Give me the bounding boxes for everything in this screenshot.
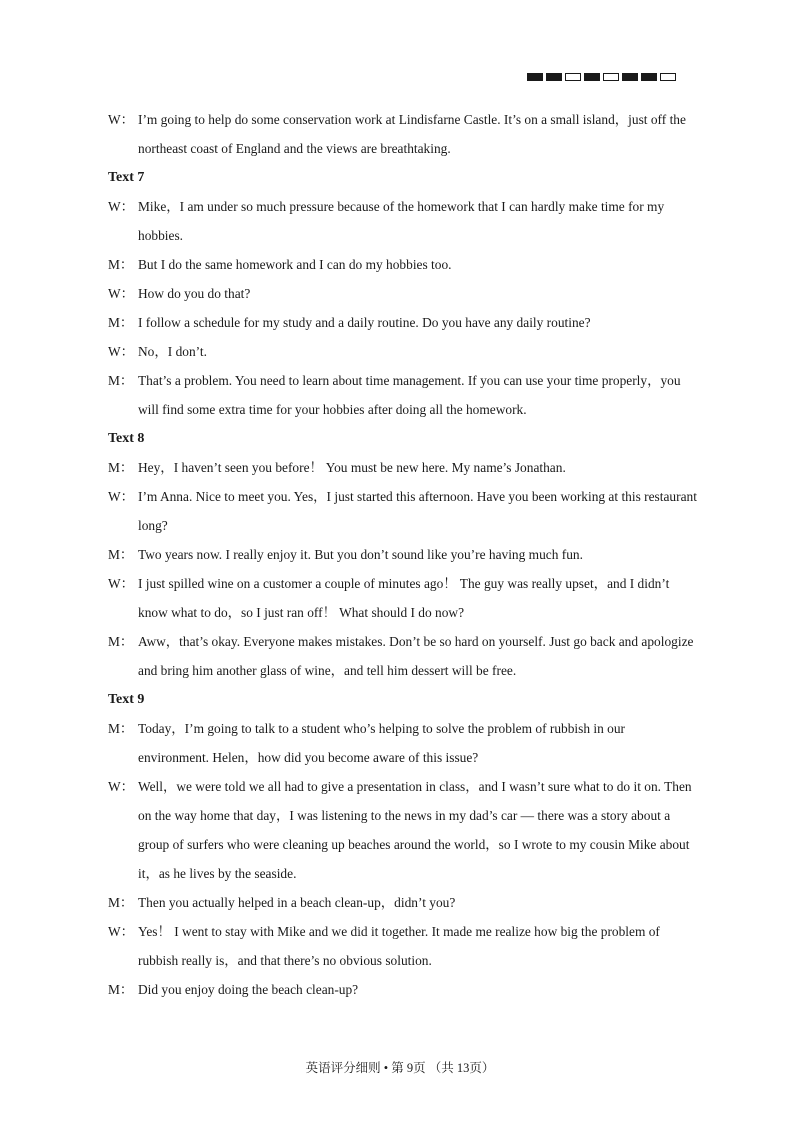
page-footer: 英语评分细则 • 第 9页 （共 13页）: [305, 1061, 495, 1075]
dialogue-text: How do you do that?: [138, 286, 251, 301]
header-mark: [660, 73, 676, 81]
header-mark: [641, 73, 657, 81]
speaker-label: M：: [108, 721, 134, 736]
dialogue-text: I’m Anna. Nice to meet you. Yes，I just started this afternoon. Have you been working at this restaurant long?: [138, 489, 697, 533]
section-title: Text 8: [108, 431, 145, 446]
speaker-label: W：: [108, 576, 135, 591]
dialogue-line: [108, 540, 698, 569]
speaker-label: M：: [108, 547, 134, 562]
speaker-label: W：: [108, 344, 135, 359]
section-title: Text 7: [108, 170, 145, 185]
speaker-label: M：: [108, 315, 134, 330]
dialogue-line: [108, 192, 698, 250]
header-mark: [603, 73, 619, 81]
speaker-label: W：: [108, 112, 135, 127]
dialogue-text: I just spilled wine on a customer a couple of minutes ago！ The guy was really upset，and I didn’t know what to do，so I just ran off！ What should I do now?: [138, 576, 670, 620]
dialogue-line: [108, 569, 698, 627]
dialogue-line: [108, 482, 698, 540]
dialogue-text: Well，we were told we all had to give a presentation in class，and I wasn’t sure what to do it on. Then on the way home that day，I was listening to the news in my dad’s car — there was a story about a group of surfers who were cleaning up beaches around the world，so I wrote to my cousin Mike about it，as he lives by the seaside.: [138, 779, 692, 881]
header-mark: [546, 73, 562, 81]
dialogue-text: Hey，I haven’t seen you before！ You must be new here. My name’s Jonathan.: [138, 460, 566, 475]
speaker-label: W：: [108, 199, 135, 214]
section-title: Text 9: [108, 692, 145, 707]
header-mark: [622, 73, 638, 81]
speaker-label: M：: [108, 982, 134, 997]
dialogue-line: [108, 917, 698, 975]
dialogue-line: [108, 888, 698, 917]
dialogue-text: That’s a problem. You need to learn about time management. If you can use your time properly，you will find some extra time for your hobbies after doing all the homework.: [138, 373, 681, 417]
dialogue-line: [108, 105, 698, 163]
speaker-label: M：: [108, 257, 134, 272]
dialogue-line: [108, 975, 698, 1004]
dialogue-text: But I do the same homework and I can do my hobbies too.: [138, 257, 452, 272]
transcript: [108, 105, 698, 1004]
dialogue-line: [108, 366, 698, 424]
speaker-label: M：: [108, 895, 134, 910]
dialogue-line: [108, 627, 698, 685]
dialogue-text: Two years now. I really enjoy it. But you don’t sound like you’re having much fun.: [138, 547, 583, 562]
speaker-label: W：: [108, 286, 135, 301]
speaker-label: M：: [108, 373, 134, 388]
dialogue-line: [108, 714, 698, 772]
dialogue-text: I follow a schedule for my study and a daily routine. Do you have any daily routine?: [138, 315, 591, 330]
dialogue-text: Then you actually helped in a beach clean-up，didn’t you?: [138, 895, 456, 910]
dialogue-line: [108, 308, 698, 337]
dialogue-line: [108, 772, 698, 888]
speaker-label: W：: [108, 489, 135, 504]
dialogue-text: Today，I’m going to talk to a student who’s helping to solve the problem of rubbish in our environment. Helen，how did you become aware of this issue?: [138, 721, 626, 765]
speaker-label: M：: [108, 634, 134, 649]
speaker-label: W：: [108, 924, 135, 939]
header-mark: [584, 73, 600, 81]
header-mark: [527, 73, 543, 81]
dialogue-line: [108, 250, 698, 279]
dialogue-text: Yes！ I went to stay with Mike and we did it together. It made me realize how big the problem of rubbish really is，and that there’s no obvious solution.: [138, 924, 660, 968]
dialogue-text: Aww，that’s okay. Everyone makes mistakes. Don’t be so hard on yourself. Just go back and apologize and bring him another glass of wine，and tell him dessert will be free.: [138, 634, 694, 678]
dialogue-text: I’m going to help do some conservation work at Lindisfarne Castle. It’s on a small island，just off the northeast coast of England and the views are breathtaking.: [138, 112, 686, 156]
header-decoration: [527, 73, 676, 81]
dialogue-text: No，I don’t.: [138, 344, 207, 359]
dialogue-line: [108, 279, 698, 308]
dialogue-line: [108, 453, 698, 482]
dialogue-line: [108, 337, 698, 366]
dialogue-text: Mike，I am under so much pressure because of the homework that I can hardly make time for my hobbies.: [138, 199, 665, 243]
dialogue-text: Did you enjoy doing the beach clean-up?: [138, 982, 359, 997]
header-mark: [565, 73, 581, 81]
speaker-label: M：: [108, 460, 134, 475]
speaker-label: W：: [108, 779, 135, 794]
